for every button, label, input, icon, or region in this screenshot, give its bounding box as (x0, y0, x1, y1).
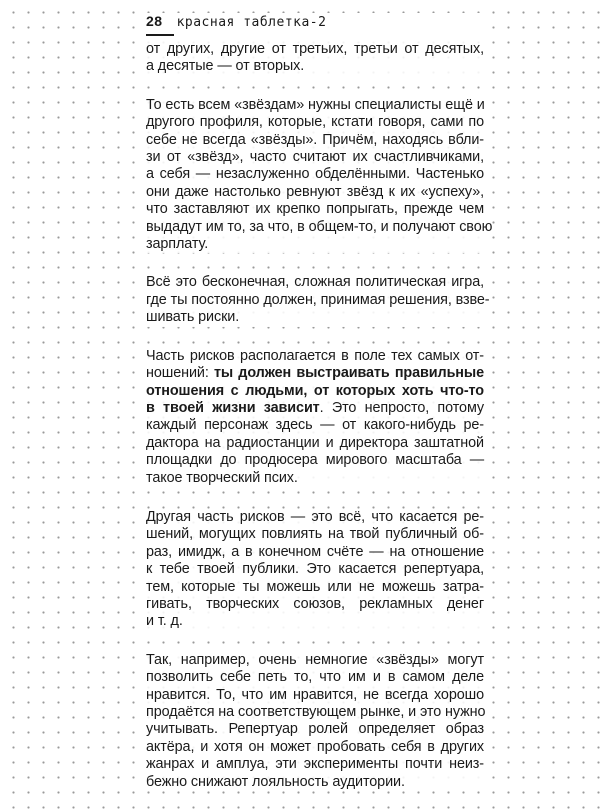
text-line: учитывать. Репертуар ролей определяет образ (146, 721, 484, 738)
text-line: а десятые — от вторых. (146, 58, 305, 75)
text-line: шений, могущих повлиять на твой публичный об- (146, 526, 484, 543)
header-rule (146, 34, 174, 36)
emphasis-text: отношения с людьми, от которых хоть что-то (146, 382, 484, 399)
text-line: Так, например, очень немногие «звёзды» могут (146, 651, 484, 668)
text-line: Всё это бесконечная, сложная политическая игра, (146, 274, 484, 291)
text-line: они даже настолько ревнуют звёзд к их «успеху», (146, 183, 484, 200)
text-line: шивать риски. (146, 309, 240, 326)
paragraph-2 (146, 96, 493, 254)
text-line: гивать, творческих союзов, рекламных денег (146, 595, 484, 612)
text-line: жанрах и амплуа, эти эксперименты почти неиз- (146, 756, 484, 773)
text-line: нравится. То, что им нравится, не всегда хорошо (146, 686, 484, 703)
text-line: Часть рисков располагается в поле тех самых от- (146, 347, 484, 364)
text-line: другого профиля, которые, кстати говоря, сами по (146, 114, 484, 131)
text-line: зи от «звёзд», часто считают их счастливчиками, (146, 149, 484, 166)
paragraph-3 (146, 274, 490, 326)
text-line: что заставляют их крепко попрыгать, прежде чем (146, 201, 484, 218)
text-run: ношений: (146, 365, 214, 382)
text-line: к тебе твоей публики. Это касается репертуара, (146, 561, 484, 578)
text-line: такое творческий псих. (146, 469, 298, 486)
page-header (146, 13, 486, 35)
text-line: себе не всегда «звёзды». Причём, находясь вбли- (146, 131, 484, 148)
emphasis-text: в твоей жизни зависит (146, 399, 320, 416)
text-line (146, 365, 484, 382)
text-line: площадки до продюсера мирового масштаба — (146, 452, 484, 469)
text-line: продаётся на соответствующем рынке, и это нужно (146, 704, 486, 720)
paragraph-6 (146, 652, 484, 791)
paragraph-5 (146, 509, 484, 631)
page-number: 28 (146, 13, 163, 29)
text-line: зарплату. (146, 236, 209, 253)
paragraph-1 (146, 41, 484, 76)
emphasis-text: ты должен выстраивать правильные (213, 365, 484, 382)
body-text (146, 41, 493, 811)
paragraph-4 (146, 348, 484, 487)
text-line: от других, другие от третьих, третьи от десятых, (146, 41, 484, 57)
text-line: и т. д. (146, 613, 183, 630)
text-line: дактора на радиостанции и директора заштатной (146, 434, 484, 451)
text-run: . Это непросто, потому (319, 399, 484, 416)
text-line: где ты постоянно должен, принимая решения, взве- (146, 291, 490, 308)
text-line: бежно снижают лояльность аудитории. (146, 773, 405, 790)
text-line: Другая часть рисков — это всё, что касается ре- (146, 508, 484, 525)
running-title: красная таблетка-2 (176, 15, 327, 30)
text-line: выдадут им то, за что, в общем-то, и получают свою (146, 218, 493, 235)
text-line: раз, имидж, а в конечном счёте — на отношение (146, 543, 484, 560)
text-line: позволить себе петь то, что им и в самом деле (146, 669, 484, 686)
text-line: актёра, и хотя он может пробовать себя в других (146, 738, 484, 755)
text-line: То есть всем «звёздам» нужны специалисты ещё и (146, 96, 485, 113)
text-line: тем, которые ты можешь или не можешь затра- (146, 578, 484, 595)
text-line (146, 400, 484, 417)
text-line: каждый персонаж здесь — от какого-нибудь ре- (146, 417, 484, 434)
text-line: а себя — незаслуженно обделёнными. Частенько (146, 166, 484, 183)
